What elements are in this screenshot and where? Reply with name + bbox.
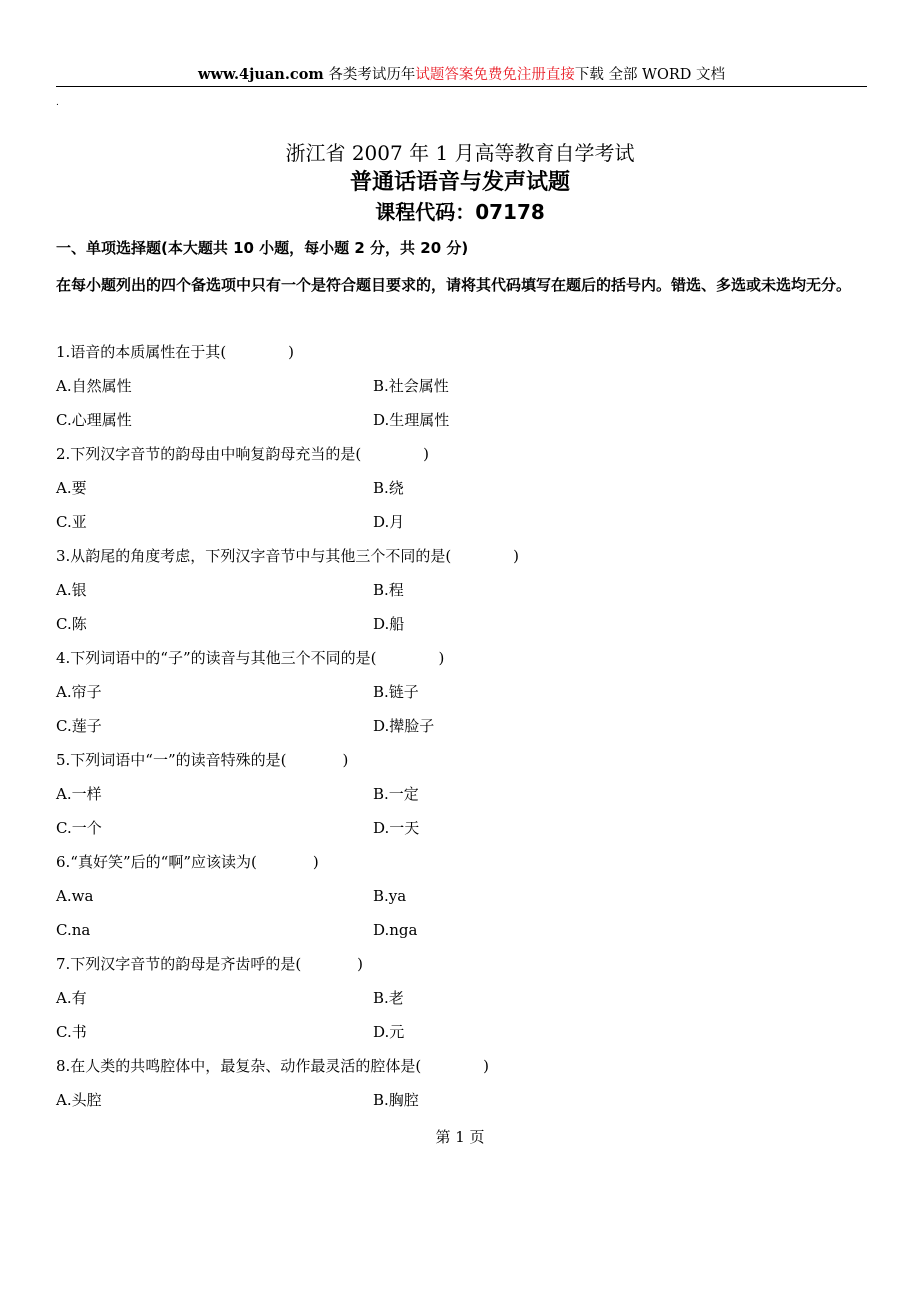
option-row [56,471,867,505]
page-number: 第 1 页 [435,1128,485,1146]
option-b: B.链子 [373,683,419,701]
option-row [56,573,867,607]
section-heading: 一、单项选择题(本大题共 10 小题，每小题 2 分，共 20 分) [56,239,469,257]
option-a: A.头腔 [56,1091,102,1109]
option-c: C.心理属性 [56,411,132,429]
course-code: 课程代码：07178 [375,200,545,224]
question-stem [56,641,867,675]
option-d: D.撵脸子 [373,717,435,735]
marker-dot: . [56,98,59,108]
option-a: A.wa [56,887,94,905]
question-list [56,335,867,1117]
answer-bracket-close: ) [357,955,364,973]
instructions: 在每小题列出的四个备选项中只有一个是符合题目要求的，请将其代码填写在题后的括号内。错选、多选或未选均无分。 [56,276,852,294]
option-row [56,1015,867,1049]
question-stem [56,947,867,981]
page-header [56,64,867,86]
option-row [56,403,867,437]
option-c: C.书 [56,1023,87,1041]
option-c: C.na [56,921,91,939]
header-text-1: 各类考试历年 [328,67,416,83]
option-a: A.自然属性 [56,377,132,395]
option-d: D.nga [373,921,418,939]
option-a: A.要 [56,479,87,497]
option-b: B.社会属性 [373,377,449,395]
option-b: B.一定 [373,785,419,803]
header-divider [56,86,867,87]
question-stem [56,743,867,777]
option-c: C.亚 [56,513,87,531]
question-stem [56,1049,867,1083]
option-row [56,811,867,845]
answer-bracket-close: ) [438,649,445,667]
exam-title: 浙江省 2007 年 1 月高等教育自学考试 [285,141,635,165]
option-c: C.一个 [56,819,102,837]
option-b: B.胸腔 [373,1091,419,1109]
option-row [56,369,867,403]
question-stem [56,539,867,573]
question-stem [56,845,867,879]
question-text: 1.语音的本质属性在于其( [56,343,227,361]
question-text: 7.下列汉字音节的韵母是齐齿呼的是( [56,955,302,973]
question-text: 2.下列汉字音节的韵母由中响复韵母充当的是( [56,445,362,463]
option-d: D.元 [373,1023,405,1041]
header-text-red: 试题答案免费免注册直接 [415,67,575,83]
question-text: 5.下列词语中“一”的读音特殊的是( [56,751,287,769]
option-row [56,1083,867,1117]
option-row [56,675,867,709]
option-c: C.莲子 [56,717,102,735]
option-b: B.ya [373,887,407,905]
option-d: D.月 [373,513,405,531]
question-stem [56,437,867,471]
answer-bracket-close: ) [513,547,520,565]
question-stem [56,335,867,369]
answer-bracket-close: ) [423,445,430,463]
option-row [56,913,867,947]
option-row [56,879,867,913]
header-text-3: 下载 全部 WORD 文档 [574,67,726,83]
exam-subject-title: 普通话语音与发声试题 [349,170,570,195]
option-a: A.一样 [56,785,102,803]
header-site-link[interactable]: www.4juan.com [197,66,324,83]
answer-bracket-close: ) [288,343,295,361]
question-text: 3.从韵尾的角度考虑，下列汉字音节中与其他三个不同的是( [56,547,452,565]
option-a: A.帘子 [56,683,102,701]
option-c: C.陈 [56,615,87,633]
option-d: D.一天 [373,819,420,837]
question-text: 4.下列词语中的“子”的读音与其他三个不同的是( [56,649,377,667]
option-b: B.绕 [373,479,404,497]
option-row [56,505,867,539]
option-b: B.老 [373,989,404,1007]
answer-bracket-close: ) [483,1057,490,1075]
option-row [56,777,867,811]
question-text: 6.“真好笑”后的“啊”应该读为( [56,853,257,871]
question-text: 8.在人类的共鸣腔体中，最复杂、动作最灵活的腔体是( [56,1057,422,1075]
answer-bracket-close: ) [342,751,349,769]
option-d: D.生理属性 [373,411,450,429]
option-d: D.船 [373,615,405,633]
option-row [56,607,867,641]
option-row [56,709,867,743]
option-b: B.程 [373,581,404,599]
option-a: A.有 [56,989,87,1007]
answer-bracket-close: ) [312,853,319,871]
option-row [56,981,867,1015]
option-a: A.银 [56,581,87,599]
